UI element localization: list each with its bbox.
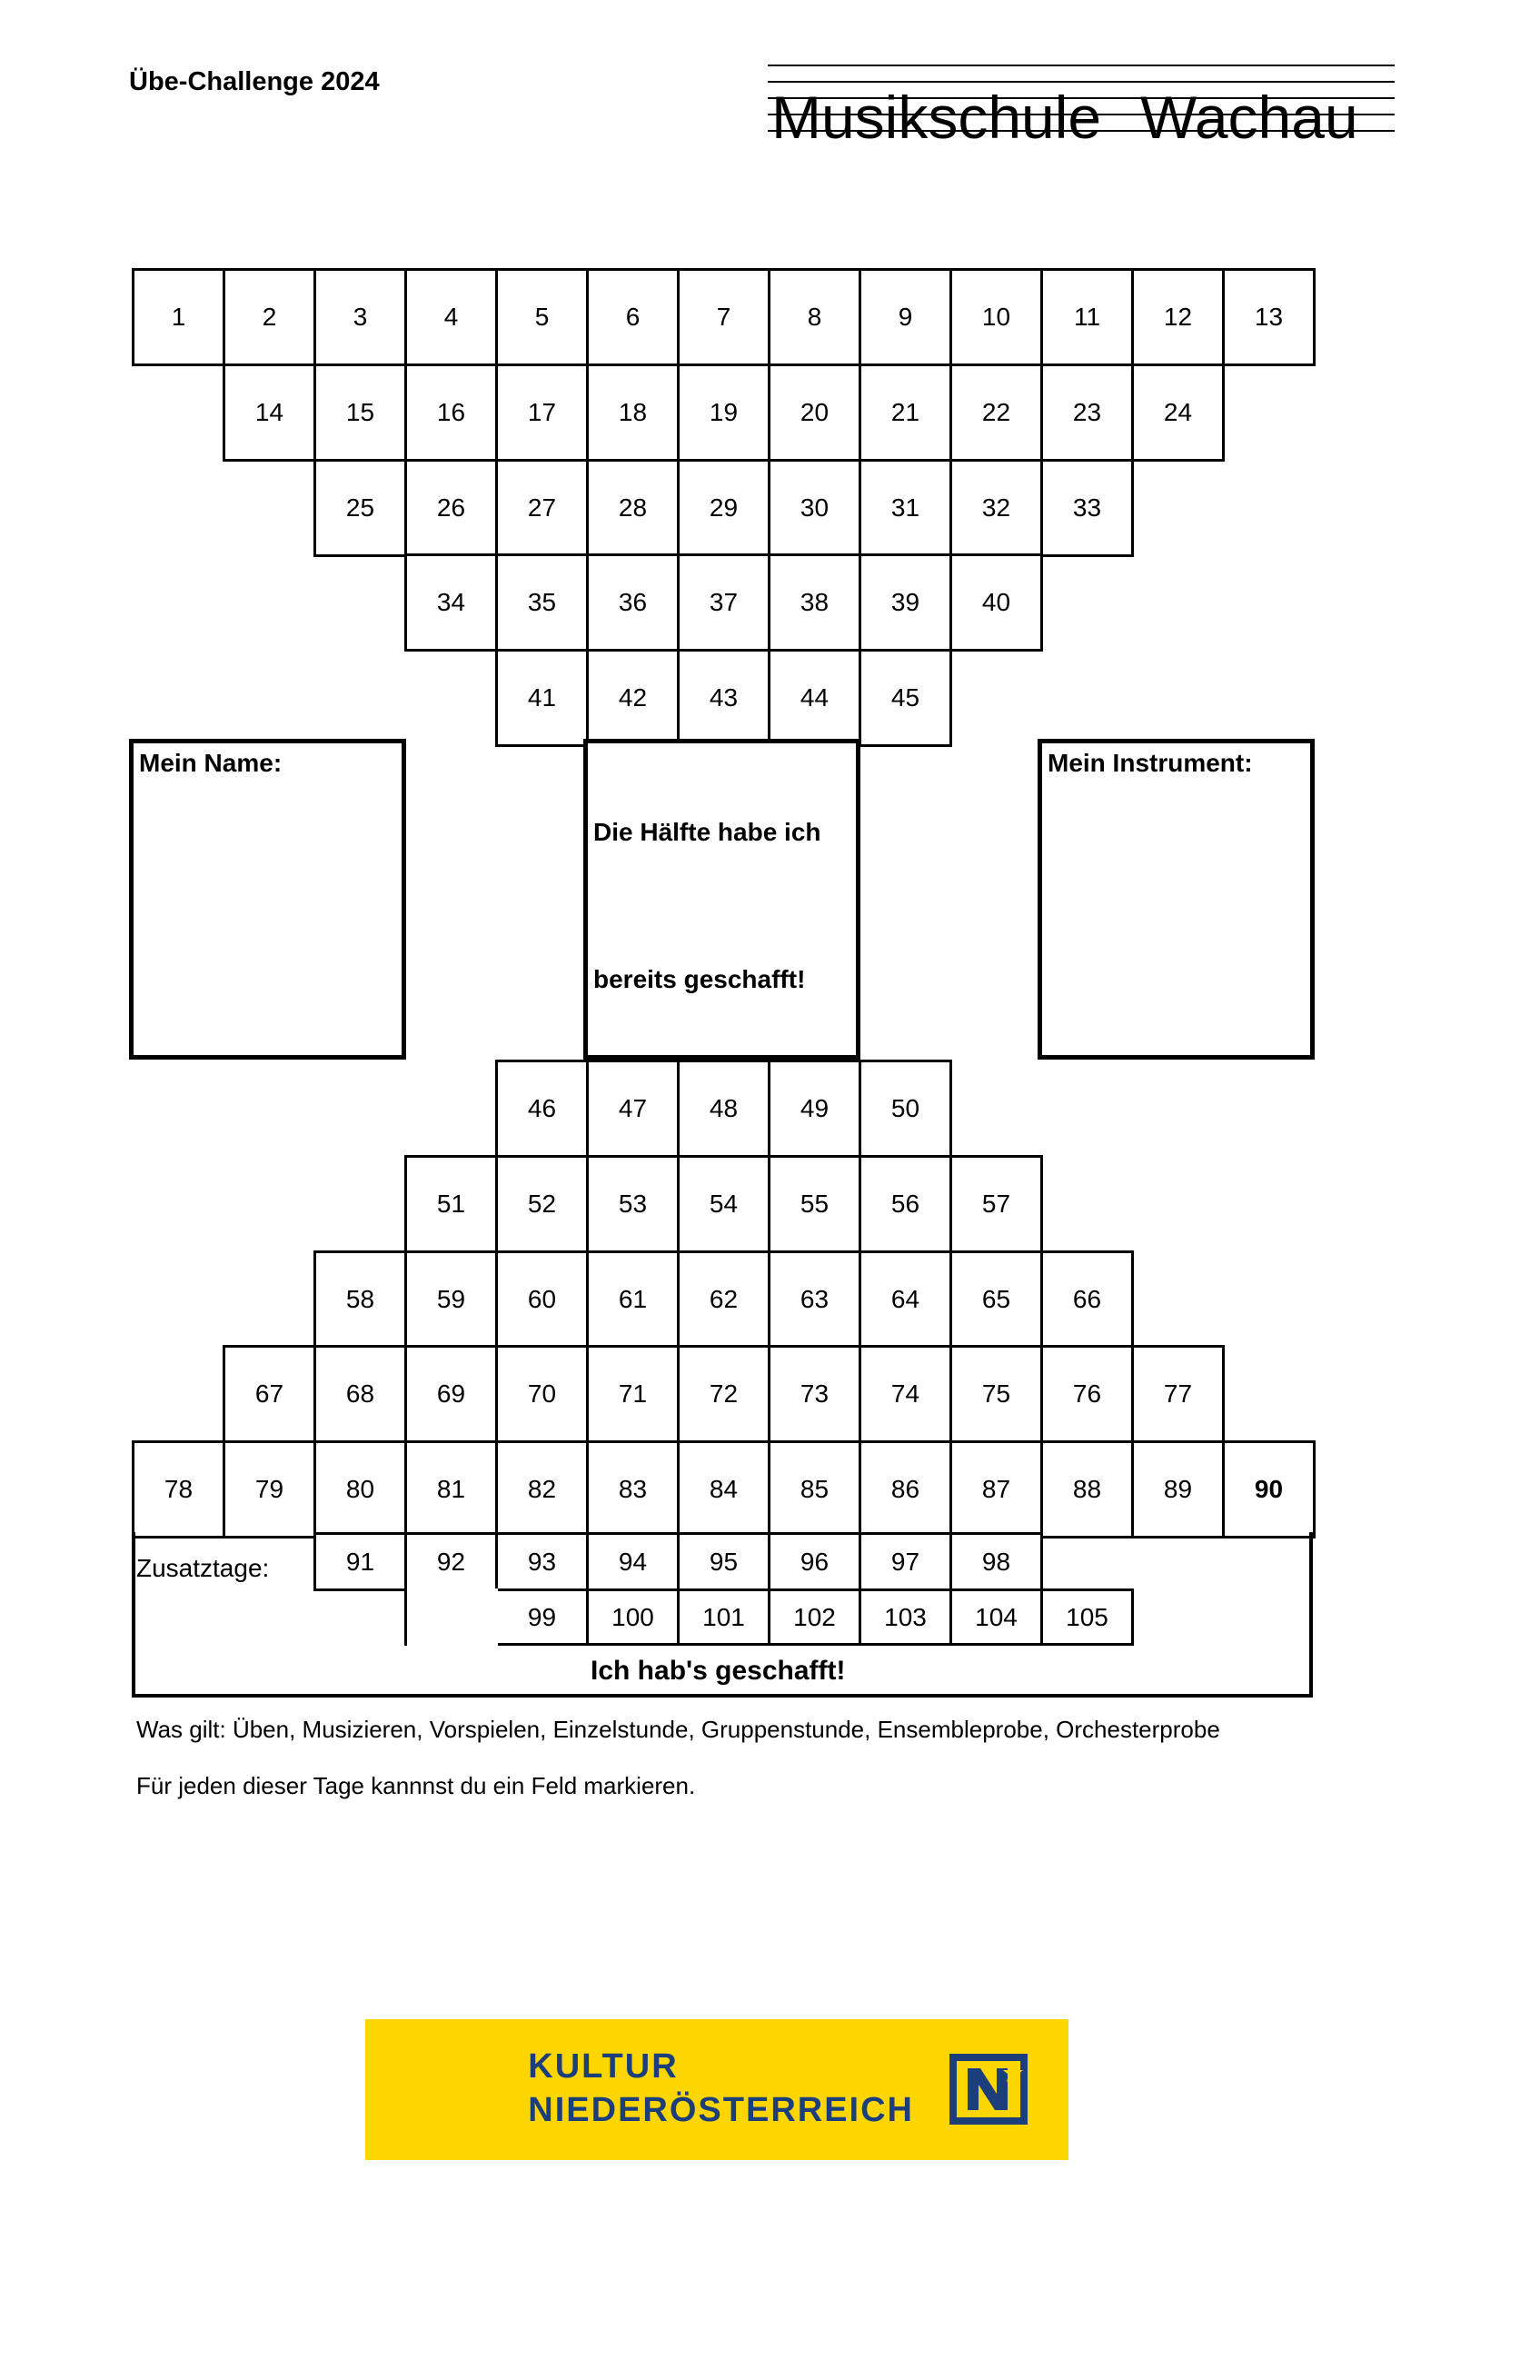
half-text-line-2: bereits geschafft!: [593, 965, 806, 993]
day-cell-102[interactable]: 102: [768, 1588, 861, 1646]
done-label: Ich hab's geschafft!: [591, 1656, 846, 1686]
day-cell-87[interactable]: 87: [949, 1440, 1043, 1539]
day-cell-19[interactable]: 19: [677, 363, 770, 462]
day-cell-25[interactable]: 25: [313, 459, 407, 557]
day-cell-78[interactable]: 78: [132, 1440, 225, 1539]
day-cell-23[interactable]: 23: [1040, 363, 1134, 462]
day-cell-21[interactable]: 21: [859, 363, 952, 462]
day-cell-18[interactable]: 18: [586, 363, 680, 462]
day-cell-75[interactable]: 75: [949, 1345, 1043, 1443]
day-cell-22[interactable]: 22: [949, 363, 1043, 462]
day-cell-81[interactable]: 81: [404, 1440, 498, 1539]
day-cell-41[interactable]: 41: [495, 649, 589, 747]
day-cell-38[interactable]: 38: [768, 553, 861, 652]
day-cell-98[interactable]: 98: [949, 1532, 1043, 1591]
day-cell-93[interactable]: 93: [495, 1532, 589, 1591]
kultur-text: [528, 2045, 914, 2132]
day-cell-92[interactable]: 92: [404, 1532, 498, 1591]
day-cell-97[interactable]: 97: [859, 1532, 952, 1591]
day-cell-45[interactable]: 45: [859, 649, 952, 747]
day-cell-3[interactable]: 3: [313, 268, 407, 366]
day-cell-28[interactable]: 28: [586, 459, 680, 557]
logo-text-musikschule: Musikschule: [771, 84, 1102, 145]
day-cell-91[interactable]: 91: [313, 1532, 407, 1591]
day-cell-50[interactable]: 50: [859, 1060, 952, 1158]
day-cell-88[interactable]: 88: [1040, 1440, 1134, 1539]
day-cell-59[interactable]: 59: [404, 1250, 498, 1349]
kultur-noe-logo: [365, 2019, 1068, 2160]
day-cell-49[interactable]: 49: [768, 1060, 861, 1158]
day-cell-103[interactable]: 103: [859, 1588, 952, 1646]
day-cell-64[interactable]: 64: [859, 1250, 952, 1349]
extra-days-label: Zusatztage:: [136, 1554, 270, 1582]
day-cell-5[interactable]: 5: [495, 268, 589, 366]
day-cell-10[interactable]: 10: [949, 268, 1043, 366]
day-cell-36[interactable]: 36: [586, 553, 680, 652]
day-cell-33[interactable]: 33: [1040, 459, 1134, 557]
day-cell-101[interactable]: 101: [677, 1588, 770, 1646]
day-cell-47[interactable]: 47: [586, 1060, 680, 1158]
page-title: Übe-Challenge 2024: [129, 67, 380, 96]
day-cell-99[interactable]: 99: [495, 1588, 589, 1646]
day-cell-71[interactable]: 71: [586, 1345, 680, 1443]
day-cell-73[interactable]: 73: [768, 1345, 861, 1443]
day-cell-14[interactable]: 14: [223, 363, 316, 462]
day-cell-63[interactable]: 63: [768, 1250, 861, 1349]
day-cell-35[interactable]: 35: [495, 553, 589, 652]
day-cell-100[interactable]: 100: [586, 1588, 680, 1646]
day-cell-17[interactable]: 17: [495, 363, 589, 462]
instructions-note: Für jeden dieser Tage kannnst du ein Feld markieren.: [136, 1772, 696, 1799]
day-cell-82[interactable]: 82: [495, 1440, 589, 1539]
day-cell-2[interactable]: 2: [223, 268, 316, 366]
logo-text-wachau: Wachau: [1140, 84, 1358, 145]
day-cell-84[interactable]: 84: [677, 1440, 770, 1539]
day-cell-68[interactable]: 68: [313, 1345, 407, 1443]
half-text-line-1: Die Hälfte habe ich: [593, 818, 821, 846]
day-cell-65[interactable]: 65: [949, 1250, 1043, 1349]
name-box[interactable]: [129, 739, 406, 1060]
musikschule-logo: [768, 62, 1395, 145]
day-cell-77[interactable]: 77: [1131, 1345, 1225, 1443]
day-cell-43[interactable]: 43: [677, 649, 770, 747]
day-cell-95[interactable]: 95: [677, 1532, 770, 1591]
day-cell-60[interactable]: 60: [495, 1250, 589, 1349]
day-cell-55[interactable]: 55: [768, 1155, 861, 1253]
day-cell-66[interactable]: 66: [1040, 1250, 1134, 1349]
instrument-label: Mein Instrument:: [1048, 749, 1253, 777]
day-cell-6[interactable]: 6: [586, 268, 680, 366]
day-cell-53[interactable]: 53: [586, 1155, 680, 1253]
day-cell-85[interactable]: 85: [768, 1440, 861, 1539]
day-cell-86[interactable]: 86: [859, 1440, 952, 1539]
day-cell-56[interactable]: 56: [859, 1155, 952, 1253]
day-cell-74[interactable]: 74: [859, 1345, 952, 1443]
day-cell-51[interactable]: 51: [404, 1155, 498, 1253]
kultur-line-2: NIEDERÖSTERREICH: [528, 2091, 914, 2129]
day-cell-40[interactable]: 40: [949, 553, 1043, 652]
day-cell-13[interactable]: 13: [1222, 268, 1316, 366]
day-cell-58[interactable]: 58: [313, 1250, 407, 1349]
day-cell-4[interactable]: 4: [404, 268, 498, 366]
day-cell-1[interactable]: 1: [132, 268, 225, 366]
day-cell-39[interactable]: 39: [859, 553, 952, 652]
day-cell-30[interactable]: 30: [768, 459, 861, 557]
day-cell-32[interactable]: 32: [949, 459, 1043, 557]
day-cell-105[interactable]: 105: [1040, 1588, 1134, 1646]
day-cell-70[interactable]: 70: [495, 1345, 589, 1443]
day-cell-72[interactable]: 72: [677, 1345, 770, 1443]
day-cell-26[interactable]: 26: [404, 459, 498, 557]
day-cell-89[interactable]: 89: [1131, 1440, 1225, 1539]
day-cell-104[interactable]: 104: [949, 1588, 1043, 1646]
day-cell-37[interactable]: 37: [677, 553, 770, 652]
day-cell-90[interactable]: 90: [1222, 1440, 1316, 1539]
day-cell-62[interactable]: 62: [677, 1250, 770, 1349]
day-cell-96[interactable]: 96: [768, 1532, 861, 1591]
day-cell-15[interactable]: 15: [313, 363, 407, 462]
noe-badge-icon: [949, 2054, 1028, 2125]
day-cell-29[interactable]: 29: [677, 459, 770, 557]
day-cell-76[interactable]: 76: [1040, 1345, 1134, 1443]
day-cell-27[interactable]: 27: [495, 459, 589, 557]
day-cell-61[interactable]: 61: [586, 1250, 680, 1349]
day-cell-54[interactable]: 54: [677, 1155, 770, 1253]
day-cell-42[interactable]: 42: [586, 649, 680, 747]
day-cell-34[interactable]: 34: [404, 553, 498, 652]
day-cell-7[interactable]: 7: [677, 268, 770, 366]
day-cell-16[interactable]: 16: [404, 363, 498, 462]
day-cell-52[interactable]: 52: [495, 1155, 589, 1253]
rules-note: Was gilt: Üben, Musizieren, Vorspielen, Einzelstunde, Gruppenstunde, Ensembleprobe, Orchesterprobe: [136, 1716, 1220, 1743]
day-cell-46[interactable]: 46: [495, 1060, 589, 1158]
day-cell-48[interactable]: 48: [677, 1060, 770, 1158]
instrument-box[interactable]: [1038, 739, 1315, 1060]
day-cell-80[interactable]: 80: [313, 1440, 407, 1539]
half-done-box[interactable]: [583, 739, 860, 1060]
day-cell-24[interactable]: 24: [1131, 363, 1225, 462]
day-cell-94[interactable]: 94: [586, 1532, 680, 1591]
day-cell-20[interactable]: 20: [768, 363, 861, 462]
day-cell-67[interactable]: 67: [223, 1345, 316, 1443]
day-cell-79[interactable]: 79: [223, 1440, 316, 1539]
day-cell-31[interactable]: 31: [859, 459, 952, 557]
day-cell-57[interactable]: 57: [949, 1155, 1043, 1253]
day-cell-11[interactable]: 11: [1040, 268, 1134, 366]
day-cell-9[interactable]: 9: [859, 268, 952, 366]
day-cell-8[interactable]: 8: [768, 268, 861, 366]
name-label: Mein Name:: [139, 749, 283, 777]
day-cell-69[interactable]: 69: [404, 1345, 498, 1443]
day-cell-12[interactable]: 12: [1131, 268, 1225, 366]
day-cell-83[interactable]: 83: [586, 1440, 680, 1539]
kultur-line-1: KULTUR: [528, 2047, 679, 2086]
day-cell-44[interactable]: 44: [768, 649, 861, 747]
